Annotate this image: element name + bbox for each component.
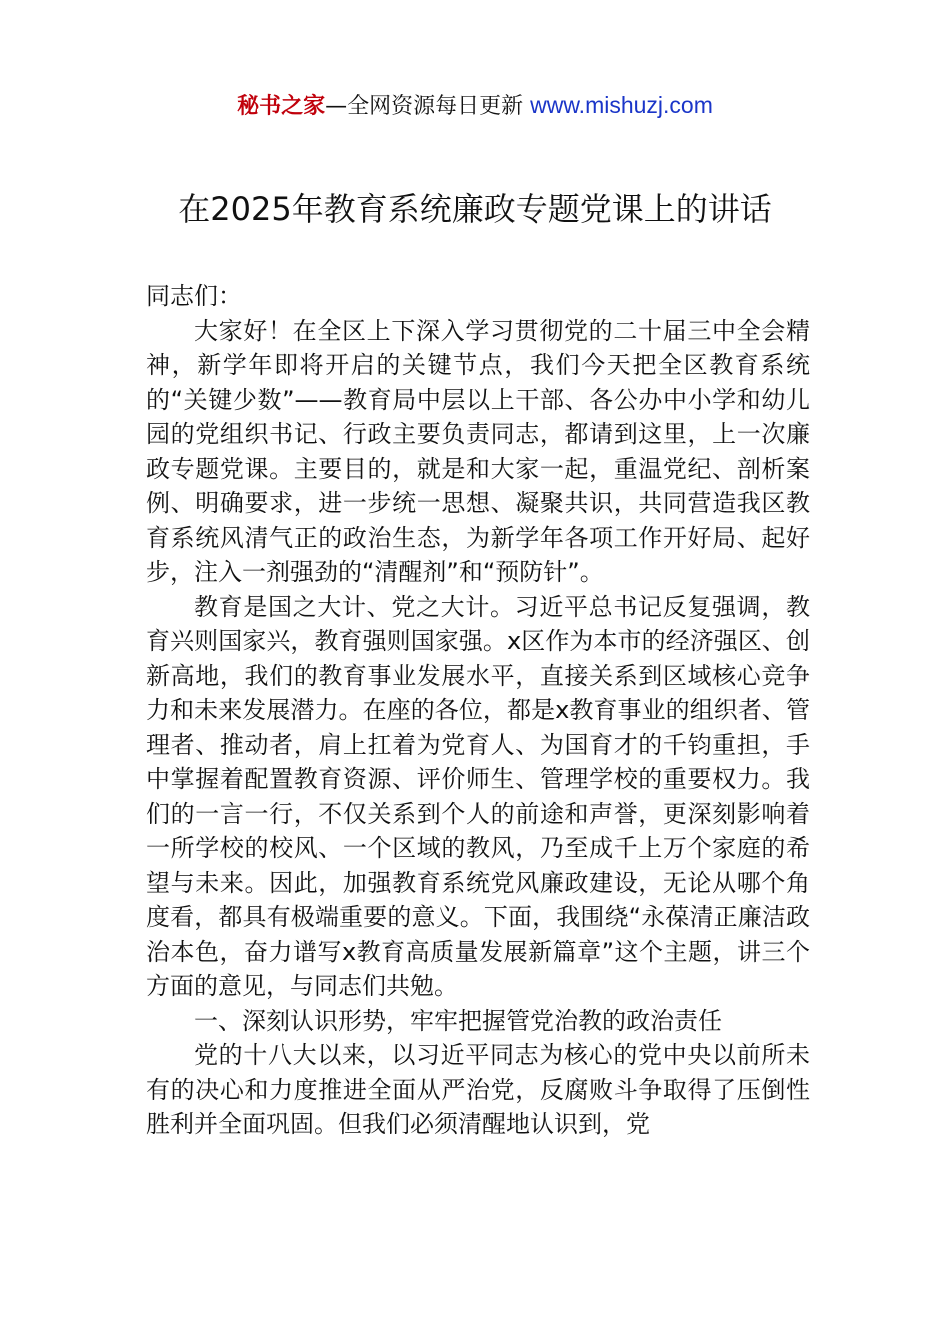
site-brand: 秘书之家	[237, 94, 326, 119]
paragraph-section-one: 党的十八大以来，以习近平同志为核心的党中央以前所未有的决心和力度推进全面从严治党，反腐败斗争取得了压倒性胜利并全面巩固。但我们必须清醒地认识到，党	[146, 1041, 810, 1138]
section-heading: 一、深刻认识形势，牢牢把握管党治教的政治责任	[194, 1006, 722, 1035]
document-title: 在2025年教育系统廉政专题党课上的讲话	[178, 190, 772, 228]
paragraph-intro: 大家好！在全区上下深入学习贯彻党的二十届三中全会精神，新学年即将开启的关键节点，我们今天把全区教育系统的“关键少数”——教育局中层以上干部、各公办中小学和幼儿园的党组织书记、行政主要负责同志，都请到这里，上一次廉政专题党课。主要目的，就是和大家一起，重温党纪、剖析案例、明确要求，进一步统一思想、凝聚共识，共同营造我区教育系统风清气正的政治生态，为新学年各项工作开好局、起好步，注入一剂强劲的“清醒剂”和“预防针”。	[146, 316, 810, 586]
salutation: 同志们：	[146, 282, 242, 310]
site-url-link[interactable]: www.mishuzj.com	[530, 92, 713, 118]
document-body	[146, 279, 810, 1142]
site-banner	[0, 88, 950, 124]
site-tagline: —全网资源每日更新	[325, 94, 531, 119]
paragraph-education: 教育是国之大计、党之大计。习近平总书记反复强调，教育兴则国家兴，教育强则国家强。x区作为本市的经济强区、创新高地，我们的教育事业发展水平，直接关系到区域核心竞争力和未来发展潜力。在座的各位，都是x教育事业的组织者、管理者、推动者，肩上扛着为党育人、为国育才的千钧重担，手中掌握着配置教育资源、评价师生、管理学校的重要权力。我们的一言一行，不仅关系到个人的前途和声誉，更深刻影响着一所学校的校风、一个区域的教风，乃至成千上万个家庭的希望与未来。因此，加强教育系统党风廉政建设，无论从哪个角度看，都具有极端重要的意义。下面，我围绕“永葆清正廉洁政治本色，奋力谱写x教育高质量发展新篇章”这个主题，讲三个方面的意见，与同志们共勉。	[146, 592, 810, 1000]
